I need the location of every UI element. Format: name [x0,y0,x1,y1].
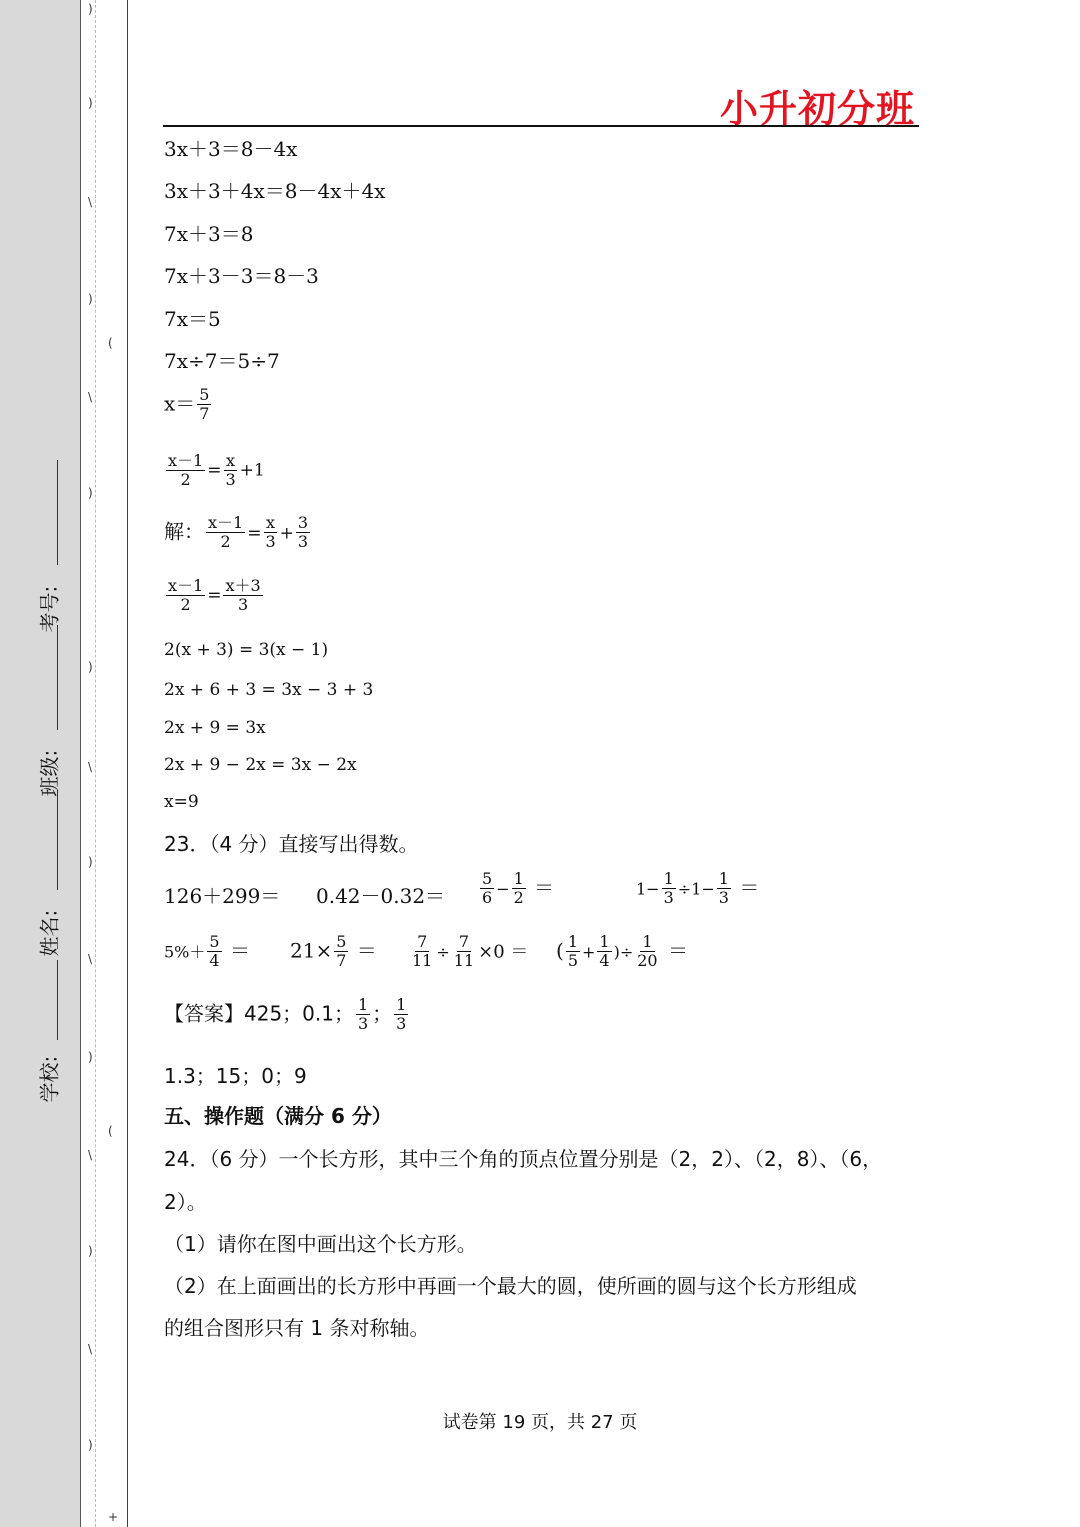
fraction: $\frac{5}{7}$ [199,385,210,424]
seal-mark: \ [88,1342,93,1356]
solution-step: x=9 [164,792,199,812]
solution-step: 7x＋3＝8 [164,222,254,246]
exam-no-line [57,460,58,565]
q23-item: 126＋299＝ [164,884,281,908]
class-label: 班级: [37,749,62,797]
seal-mark: ) [88,660,93,674]
page-footer: 试卷第 19 页，共 27 页 [442,1412,638,1433]
seal-mark: \ [88,1148,93,1162]
solution-step: 2x + 6 + 3 = 3x − 3 + 3 [164,680,374,700]
seal-mark: ) [88,1050,93,1064]
q23-answer: 【答案】425；0.1； $\frac{1}{3}$ ； $\frac{1}{3}$ [164,995,407,1034]
school-line [57,960,58,1040]
equation: $\frac{x-1}{2}$ = $\frac{x+3}{3}$ [168,576,261,615]
exam-no-label: 考号: [37,585,62,633]
solution-step: 2(x + 3) = 3(x − 1) [164,640,329,660]
q23-item: $\frac{7}{11}$ ÷ $\frac{7}{11}$ ×0 ＝ [412,932,529,971]
header-rule [163,125,919,127]
solution-result [164,386,213,424]
solution-step: 3x＋3＝8－4x [164,137,298,161]
solution-step: 7x＝5 [164,307,221,331]
seal-mark: \ [88,390,93,404]
seal-mark: ) [88,96,93,110]
section-title: 五、操作题（满分 6 分） [164,1104,392,1128]
brand-title: 小升初分班 [719,87,915,131]
solution-step: 7x÷7＝5÷7 [164,349,280,373]
solution-intro: 解： $\frac{x-1}{2}$ = $\frac{x}{3}$ + $\frac{3}{3}$ [164,513,309,552]
seal-dashed-line [95,0,96,1527]
solution-step: 2x + 9 = 3x [164,718,266,738]
solution-step: 7x＋3－3＝8－3 [164,264,319,288]
q23-item: 5%＋ $\frac{5}{4}$ ＝ [164,932,250,971]
seal-mark: + [108,1510,119,1524]
seal-mark: ) [88,1438,93,1452]
seal-mark: ) [88,486,93,500]
q23-title: 23．（4 分）直接写出得数。 [164,832,419,856]
seal-mark: ) [88,2,93,16]
seal-mark: ) [88,1244,93,1258]
solution-step: 3x＋3＋4x＝8－4x＋4x [164,179,386,203]
seal-mark: \ [88,952,93,966]
seal-mark: ) [88,855,93,869]
binding-line [127,0,128,1527]
q23-item: $\frac{5}{6}$ − $\frac{1}{2}$ ＝ [482,869,555,908]
q23-item: 21× $\frac{5}{7}$ ＝ [290,932,377,971]
seal-mark: ( [108,336,113,350]
name-line [57,790,58,890]
seal-mark: ) [88,292,93,306]
q23-item: ( $\frac{1}{5}$ + $\frac{1}{4}$ )÷ $\frac{1}{20}$ ＝ [556,932,688,971]
school-label: 学校: [37,1055,62,1103]
equation: $\frac{x-1}{2}$ = $\frac{x}{3}$ +1 [168,451,265,490]
q24-part2: （2）在上面画出的长方形中再画一个最大的圆，使所画的圆与这个长方形组成 [164,1274,857,1298]
q23-item: 0.42－0.32＝ [316,884,446,908]
q24-part1: （1）请你在图中画出这个长方形。 [164,1232,477,1256]
q23-answer-line2: 1.3；15；0；9 [164,1064,307,1088]
result-lhs: x＝ [164,391,196,416]
seal-mark: \ [88,195,93,209]
solution-step: 2x + 9 − 2x = 3x − 2x [164,755,357,775]
seal-mark: ( [108,1124,113,1138]
q24-text: 24．（6 分）一个长方形，其中三个角的顶点位置分别是（2，2）、（2，8）、（6， [164,1147,883,1171]
q23-item: 1− $\frac{1}{3}$ ÷1− $\frac{1}{3}$ ＝ [636,869,760,908]
seal-mark: \ [88,760,93,774]
q24-text: 2）。 [164,1190,207,1214]
q24-part2: 的组合图形只有 1 条对称轴。 [164,1316,430,1340]
class-line [57,625,58,730]
name-label: 姓名: [37,909,62,957]
